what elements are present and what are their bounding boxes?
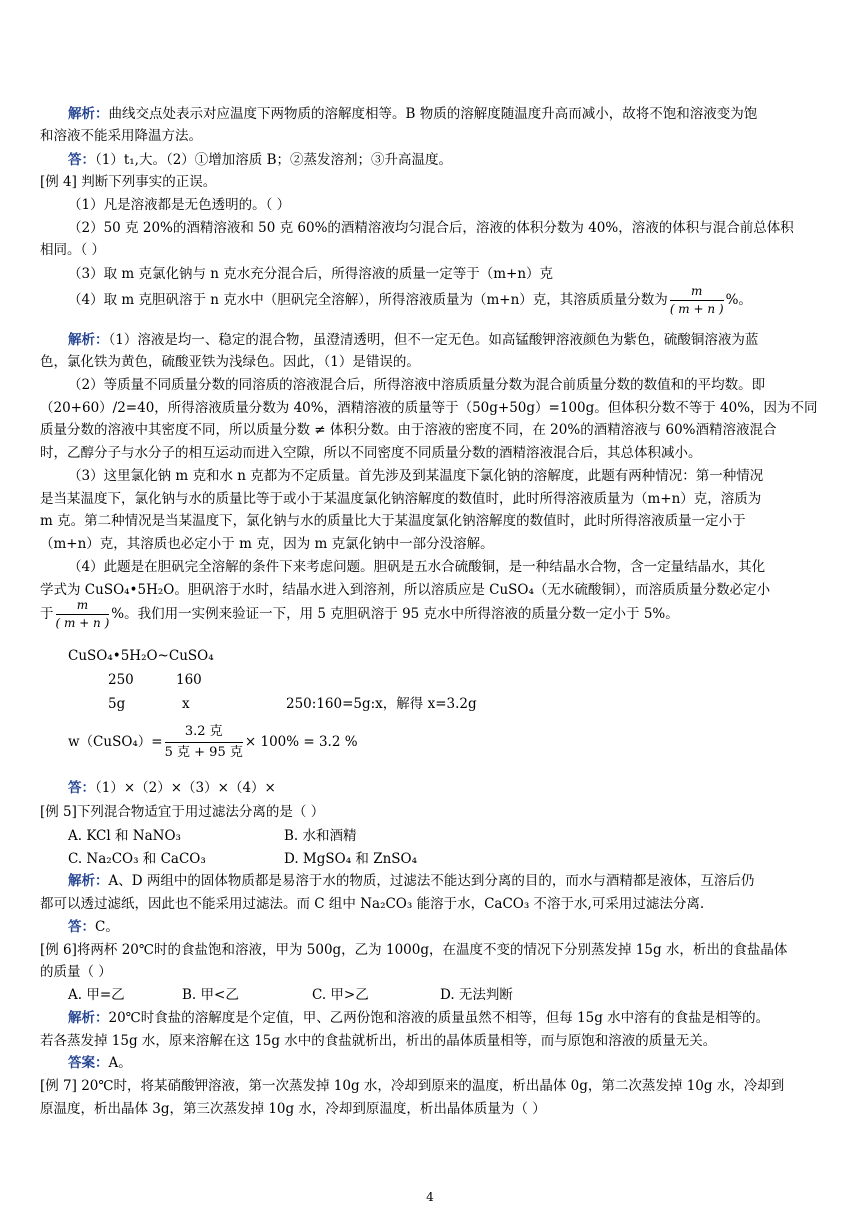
text-line-fraction	[68, 284, 752, 317]
answer-line	[68, 917, 119, 937]
analysis-label: 解析：	[68, 106, 109, 122]
equation-value: 250	[108, 672, 134, 688]
fraction-denominator: 5 克 + 95 克	[164, 745, 243, 760]
equation-value: 160	[176, 672, 202, 688]
text-line: 是当某温度下，氯化钠与水的质量比等于或小于某温度氯化钠溶解度的数值时，此时所得溶液质量为（m+n）克，溶质为	[40, 491, 762, 507]
option: D. MgSO₄ 和 ZnSO₄	[284, 851, 418, 867]
text-line: 时，乙醇分子与水分子的相互运动而进入空隙，所以不同密度不同质量分数的酒精溶液混合后，其总体积减小。	[40, 445, 702, 461]
fraction	[670, 284, 724, 317]
text-line: （m+n）克，其溶质也必定小于 m 克，因为 m 克氯化钠中一部分没溶解。	[40, 536, 494, 552]
option: A. KCl 和 NaNO₃	[68, 828, 181, 844]
text-line: 都可以透过滤纸，因此也不能采用过滤法。而 C 组中 Na₂CO₃ 能溶于水，CaCO₃ 不溶于水,可采用过滤法分离.	[40, 896, 705, 912]
page-number: 4	[426, 1190, 434, 1204]
example-heading: [例 6]将两杯 20℃时的食盐饱和溶液，甲为 500g，乙为 1000g，在温度不变的情况下分别蒸发掉 15g 水，析出的食盐晶体	[40, 942, 788, 958]
fraction	[56, 598, 110, 631]
fraction-denominator: ( m + n )	[669, 302, 724, 316]
option: B. 水和酒精	[284, 828, 357, 844]
text: w（CuSO₄）=	[68, 734, 163, 750]
text-line: 原温度，析出晶体 3g，第三次蒸发掉 10g 水，冷却到原温度，析出晶体质量为（ ）	[40, 1101, 546, 1117]
text-line: 和溶液不能采用降温方法。	[40, 128, 202, 144]
text-line: 色，氯化铁为黄色，硫酸亚铁为浅绿色。因此，（1）是错误的。	[40, 354, 420, 370]
text-line: 质量分数的溶液中其密度不同，所以质量分数 ≠ 体积分数。由于溶液的密度不同，在 20%的酒精溶液与 60%酒精溶液混合	[40, 422, 777, 438]
answer-line	[68, 1053, 132, 1073]
fraction	[165, 723, 243, 762]
text-line: （1）凡是溶液都是无色透明的。（ ）	[68, 197, 291, 213]
example-heading: [例 7] 20℃时，将某硝酸钾溶液，第一次蒸发掉 10g 水，冷却到原来的温度，析出晶体 0g，第二次蒸发掉 10g 水，冷却到	[40, 1078, 785, 1094]
text: C。	[95, 919, 119, 935]
analysis-line	[68, 330, 758, 350]
fraction-numerator: m	[670, 284, 724, 301]
equation-value: 250:160=5g:x，解得 x=3.2g	[286, 696, 477, 712]
answer-label: 答：	[68, 919, 95, 935]
fraction-denominator: ( m + n )	[55, 616, 110, 630]
text-line: （3）取 m 克氯化钠与 n 克水充分混合后，所得溶液的质量一定等于（m+n）克	[68, 266, 554, 282]
option: A. 甲=乙	[68, 987, 125, 1003]
text-line: 的质量（ ）	[40, 964, 112, 980]
text: （1）t₁,大。（2）①增加溶质 B；②蒸发溶剂；③升高温度。	[95, 152, 453, 168]
example-heading: [例 4] 判断下列事实的正误。	[40, 174, 217, 190]
equation-line: CuSO₄•5H₂O~CuSO₄	[68, 648, 214, 664]
text: × 100% = 3.2 %	[244, 734, 358, 750]
text-line: （3）这里氯化钠 m 克和水 n 克都为不定质量。首先涉及到某温度下氯化钠的溶解度，此题有两种情况：第一种情况	[68, 468, 764, 484]
analysis-line	[68, 871, 754, 891]
answer-label: 答：	[68, 780, 95, 796]
analysis-line	[68, 104, 757, 124]
text-line: （20+60）/2=40，所得溶液质量分数为 40%，酒精溶液的质量等于（50g+50g）=100g。但体积分数不等于 40%，因为不同	[40, 400, 818, 416]
fraction-numerator: m	[56, 598, 110, 615]
option: D. 无法判断	[440, 987, 513, 1003]
text: A。	[108, 1055, 132, 1071]
text-line: （4）此题是在胆矾完全溶解的条件下来考虑问题。胆矾是五水合硫酸铜，是一种结晶水合物，含一定量结晶水，其化	[68, 559, 766, 575]
text: %。	[725, 292, 752, 308]
option: B. 甲<乙	[182, 987, 239, 1003]
analysis-line	[68, 1008, 769, 1028]
text: 于	[40, 606, 54, 622]
option: C. 甲>乙	[312, 987, 369, 1003]
option: C. Na₂CO₃ 和 CaCO₃	[68, 851, 206, 867]
text: （1）×（2）×（3）×（4）×	[95, 780, 276, 796]
text-line: 若各蒸发掉 15g 水，原来溶解在这 15g 水中的食盐就析出，析出的晶体质量相等，而与原饱和溶液的质量无关。	[40, 1033, 717, 1049]
text: 20℃时食盐的溶解度是个定值，甲、乙两份饱和溶液的质量虽然不相等，但每 15g 水中溶有的食盐是相等的。	[108, 1010, 770, 1026]
text-line: 学式为 CuSO₄•5H₂O。胆矾溶于水时，结晶水进入到溶剂，所以溶质应是 CuSO₄（无水硫酸铜），而溶质质量分数必定小	[40, 582, 771, 598]
fraction-numerator: 3.2 克	[165, 723, 243, 743]
text-line: （2）等质量不同质量分数的同溶质的溶液混合后，所得溶液中溶质质量分数为混合前质量分数的数值和的平均数。即	[68, 377, 766, 393]
text: （4）取 m 克胆矾溶于 n 克水中（胆矾完全溶解），所得溶液质量为（m+n）克，其溶质质量分数为	[68, 292, 668, 308]
answer-line	[68, 778, 276, 798]
text: （1）溶液是均一、稳定的混合物，虽澄清透明，但不一定无色。如高锰酸钾溶液颜色为紫色，硫酸铜溶液为蓝	[108, 332, 759, 348]
analysis-label: 解析：	[68, 1010, 109, 1026]
answer-line	[68, 150, 452, 170]
text-line: 相同。（ ）	[40, 242, 106, 258]
text-line: m 克。第二种情况是当某温度下，氯化钠与水的质量比大于某温度氯化钠溶解度的数值时，此时所得溶液质量一定小于	[40, 513, 746, 529]
text: %。我们用一实例来验证一下，用 5 克胆矾溶于 95 克水中所得溶液的质量分数一定小于 5%。	[111, 606, 679, 622]
text-line: （2）50 克 20%的酒精溶液和 50 克 60%的酒精溶液均匀混合后，溶液的体积分数为 40%，溶液的体积与混合前总体积	[68, 220, 794, 236]
text: A、D 两组中的固体物质都是易溶于水的物质，过滤法不能达到分离的目的，而水与酒精都是液体，互溶后仍	[108, 873, 755, 889]
analysis-label: 解析：	[68, 873, 109, 889]
example-heading: [例 5]下列混合物适宜于用过滤法分离的是（ ）	[40, 804, 325, 820]
answer-label: 答案：	[68, 1055, 109, 1071]
equation-value: 5g	[108, 696, 126, 712]
text-line-fraction	[40, 598, 679, 631]
answer-label: 答：	[68, 152, 95, 168]
equation-value: x	[182, 696, 190, 712]
mass-fraction-formula	[68, 722, 358, 762]
analysis-label: 解析：	[68, 332, 109, 348]
text: 曲线交点处表示对应温度下两物质的溶解度相等。B 物质的溶解度随温度升高而减小，故将不饱和溶液变为饱	[108, 106, 758, 122]
